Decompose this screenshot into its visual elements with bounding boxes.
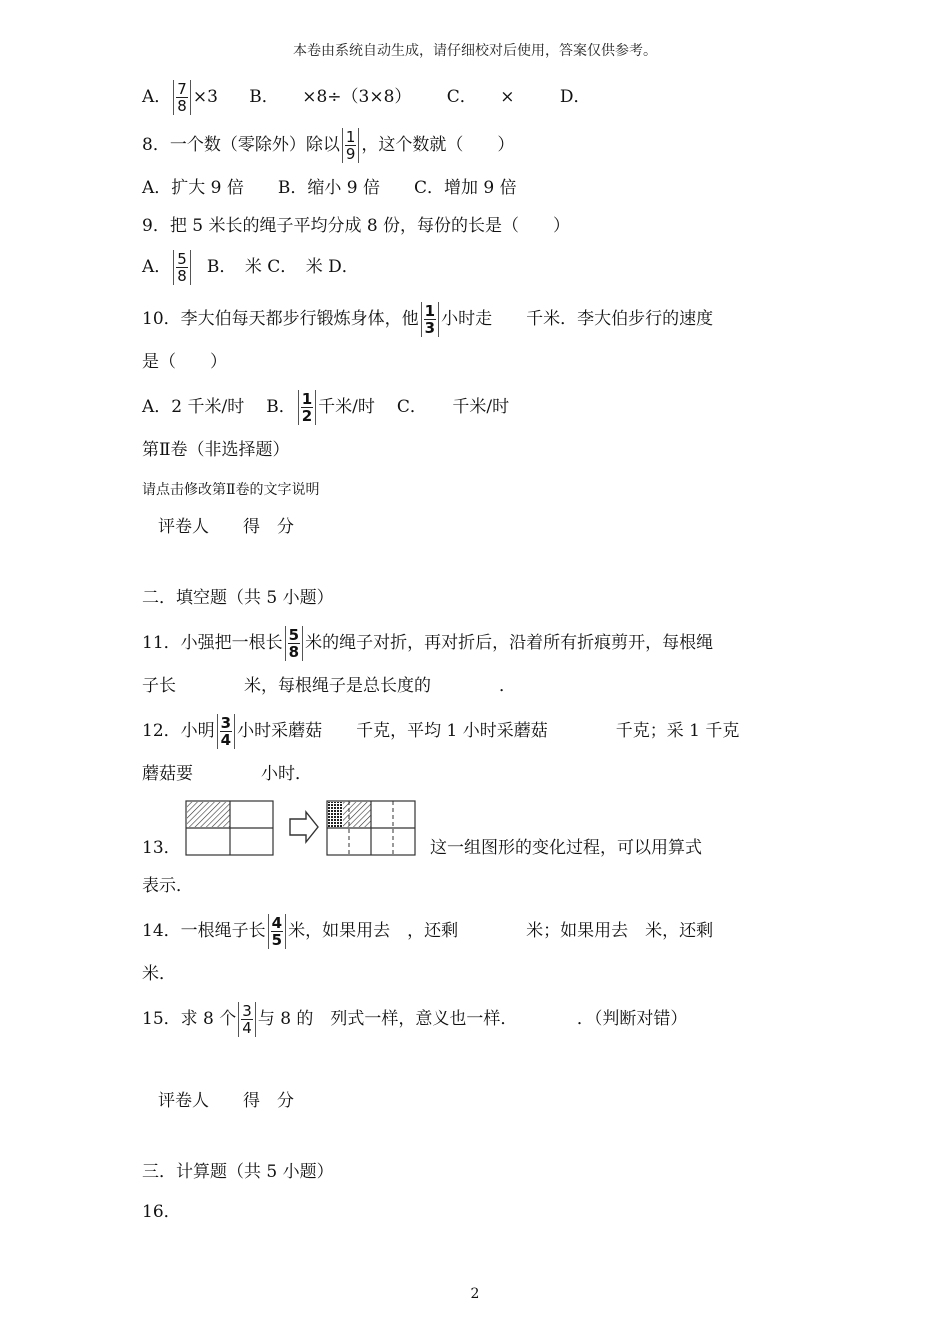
section-2-title: 第Ⅱ卷（非选择题） [142, 440, 290, 460]
arrow-right-icon [290, 812, 318, 842]
fraction: $\frac{1}{9}$ [342, 128, 360, 163]
question-12: 12．小明 $\frac{3}{4}$ 小时采蘑菇 千克，平均 1 小时采蘑菇 千克；采 1 千克 [142, 714, 740, 749]
fraction: $\frac{4}{5}$ [268, 914, 286, 949]
question-13-cont: 表示． [142, 876, 193, 896]
page-header: 本卷由系统自动生成，请仔细校对后使用，答案仅供参考。 [293, 43, 657, 59]
question-10: 10．李大伯每天都步行锻炼身体，他 $\frac{1}{3}$ 小时走 千米．李大伯步行的速度 [142, 302, 714, 337]
question-16: 16． [142, 1202, 181, 1222]
option-d-label: D． [559, 87, 591, 107]
fraction-figure [184, 798, 420, 860]
page-number: 2 [470, 1286, 480, 1302]
q7-options: A． $\frac{7}{8}$ ×3 B． ×8÷（3×8） C． × D． [142, 80, 591, 115]
part-3-title: 三．计算题（共 5 小题） [142, 1162, 334, 1182]
option-a-label: A． [142, 87, 172, 107]
question-11-cont: 子长 米，每根绳子是总长度的 ． [142, 676, 516, 696]
section-2-note[interactable]: 请点击修改第Ⅱ卷的文字说明 [142, 482, 320, 498]
question-9: 9．把 5 米长的绳子平均分成 8 份，每份的长是（ ） [142, 216, 571, 236]
fraction: $\frac{1}{2}$ [298, 390, 316, 425]
question-8: 8．一个数（零除外）除以 $\frac{1}{9}$ ，这个数就（ ） [142, 128, 515, 163]
option-b-label: B． [249, 87, 279, 107]
fraction: $\frac{3}{4}$ [238, 1002, 256, 1037]
fraction: $\frac{1}{3}$ [421, 302, 439, 337]
question-13: 这一组图形的变化过程，可以用算式 [430, 838, 702, 858]
question-15: 15．求 8 个 $\frac{3}{4}$ 与 8 的 列式一样，意义也一样． ．（判断对错） [142, 1002, 688, 1037]
question-13-label: 13． [142, 838, 181, 858]
fraction: $\frac{5}{8}$ [285, 626, 303, 661]
question-14: 14．一根绳子长 $\frac{4}{5}$ 米，如果用去 ，还剩 米；如果用去 米，还剩 [142, 914, 714, 949]
fraction: $\frac{3}{4}$ [217, 714, 235, 749]
question-9-options: A． $\frac{5}{8}$ B． 米 C． 米 D． [142, 250, 359, 285]
scorer-box: 评卷人 得 分 [158, 1091, 294, 1111]
fraction: $\frac{7}{8}$ [173, 80, 191, 115]
question-10-options: A．2 千米/时 B． $\frac{1}{2}$ 千米/时 C． 千米/时 [142, 390, 510, 425]
fraction: $\frac{5}{8}$ [173, 250, 191, 285]
scorer-box: 评卷人 得 分 [158, 517, 294, 537]
left-rectangle [186, 801, 273, 855]
question-14-cont: 米． [142, 964, 176, 984]
question-10-cont: 是（ ） [142, 352, 227, 372]
question-11: 11．小强把一根长 $\frac{5}{8}$ 米的绳子对折，再对折后，沿着所有折痕剪开，每根绳 [142, 626, 714, 661]
right-rectangle [327, 801, 415, 855]
question-12-cont: 蘑菇要 小时． [142, 764, 312, 784]
part-2-title: 二．填空题（共 5 小题） [142, 588, 334, 608]
option-c-label: C． [446, 87, 477, 107]
question-8-options: A．扩大 9 倍 B．缩小 9 倍 C．增加 9 倍 [142, 178, 517, 198]
